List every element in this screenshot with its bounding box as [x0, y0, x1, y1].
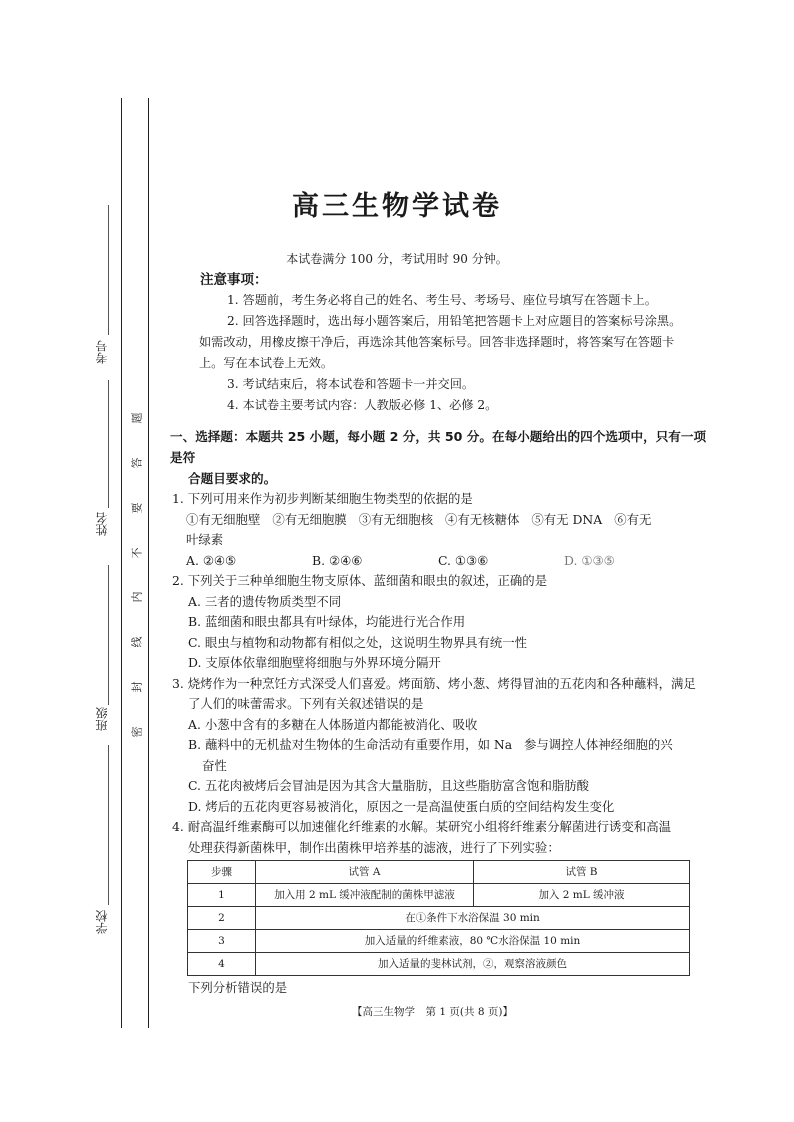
- question-3: [172, 674, 715, 818]
- choice-c: C. ①③⑥: [438, 552, 489, 568]
- class-label: 班级: [95, 707, 109, 731]
- experiment-steps-table: [187, 860, 690, 976]
- name-fill-line: [108, 380, 109, 508]
- notice-list: [199, 290, 689, 416]
- question-stem: 1. 下列可用来作为初步判断某细胞生物类型的依据的是: [172, 491, 473, 506]
- binding-line-inner: [148, 98, 149, 1028]
- question-items: [172, 510, 715, 531]
- seal-notice: [127, 410, 145, 740]
- tube-b-cell: 加入 2 mL 缓冲液: [474, 884, 690, 907]
- seal-char: 线: [130, 636, 143, 648]
- step-cell: 1: [188, 884, 256, 907]
- merged-cell: 加入适量的斐林试剂，②，观察溶液颜色: [256, 953, 690, 976]
- option-b: B. 蘸料中的无机盐对生物体的生命活动有重要作用，如 Na 参与调控人体神经细胞的兴: [188, 737, 673, 752]
- option-a: A. 三者的遗传物质类型不同: [188, 593, 342, 609]
- step-cell: 2: [188, 907, 256, 930]
- page-footer: 【高三生物学 第 1 页(共 8 页)】: [352, 1006, 513, 1018]
- section-heading-line: 一、选择题：本题共 25 小题，每小题 2 分，共 50 分。在每小题给出的四个选项中，只有一项是符: [170, 429, 707, 465]
- school-fill-line: [108, 745, 109, 905]
- name-label: 姓名: [95, 512, 109, 536]
- table-row: [188, 884, 690, 907]
- question-stem: 2. 下列关于三种单细胞生物支原体、蓝细菌和眼虫的叙述，正确的是: [172, 573, 548, 588]
- seal-char: 要: [130, 502, 143, 514]
- option-b: B. 蓝细菌和眼虫都具有叶绿体，均能进行光合作用: [188, 614, 466, 629]
- section-heading-line: 合题目要求的。: [188, 471, 277, 486]
- exam-number-fill-line: [108, 205, 109, 335]
- page-content: [170, 270, 715, 1020]
- section-heading: [170, 426, 715, 489]
- question-2: [172, 571, 715, 674]
- merged-cell: 在①条件下水浴保温 30 min: [256, 907, 690, 930]
- step-cell: 4: [188, 953, 256, 976]
- exam-number-label: 考号: [95, 340, 109, 364]
- choice-a: A. ②④⑤: [186, 552, 237, 568]
- seal-char: 答: [130, 457, 143, 469]
- choice-b: B. ②④⑥: [312, 552, 363, 568]
- question-stem: 3. 烧烤作为一种烹饪方式深受人们喜爱。烤面筋、烤小葱、烤得冒油的五花肉和各种蘸料，满足: [172, 675, 696, 691]
- question-1: [172, 489, 715, 571]
- answer-choices: [172, 551, 715, 572]
- item: ⑥有无: [614, 511, 652, 527]
- tube-a-cell: 加入用 2 mL 缓冲液配制的菌株甲滤液: [256, 884, 474, 907]
- option-d: D. 烤后的五花肉更容易被消化，原因之一是高温使蛋白质的空间结构发生变化: [188, 798, 615, 814]
- class-fill-line: [108, 565, 109, 705]
- choice-d: D. ①③⑤: [564, 552, 615, 568]
- question-stem: 4. 耐高温纤维素酶可以加速催化纤维素的水解。某研究小组将纤维素分解菌进行诱变和高温: [172, 819, 671, 834]
- exam-subtitle: 本试卷满分 100 分，考试用时 90 分钟。: [286, 252, 508, 266]
- step-cell: 3: [188, 930, 256, 953]
- notice-item: 4. 本试卷主要考试内容：人教版必修 1、必修 2。: [227, 398, 498, 412]
- notice-item: 3. 考试结束后，将本试卷和答题卡一并交回。: [227, 377, 475, 391]
- item-continuation: 叶绿素: [186, 532, 224, 547]
- table-row: [188, 930, 690, 953]
- school-label: 学校: [95, 910, 109, 934]
- merged-cell: 加入适量的纤维素液，80 ℃水浴保温 10 min: [256, 930, 690, 953]
- question-4: [172, 817, 715, 858]
- option-b-continuation: 奋性: [202, 757, 227, 773]
- notice-item: 1. 答题前，考生务必将自己的姓名、考生号、考场号、座位号填写在答题卡上。: [227, 293, 657, 307]
- header-cell: 试管 A: [256, 861, 474, 884]
- seal-char: 内: [130, 591, 143, 603]
- header-cell: 试管 B: [474, 861, 690, 884]
- seal-char: 不: [130, 547, 143, 559]
- seal-char: 题: [130, 412, 143, 424]
- seal-char: 密: [130, 726, 143, 738]
- header-cell: 步骤: [188, 861, 256, 884]
- exam-title: 高三生物学试卷: [292, 191, 502, 222]
- table-row: [188, 907, 690, 930]
- item: ③有无细胞核: [358, 511, 434, 527]
- table-row: [188, 953, 690, 976]
- question-stem-continuation: 了人们的味蕾需求。下列有关叙述错误的是: [188, 696, 424, 711]
- option-a: A. 小葱中含有的多糖在人体肠道内都能被消化、吸收: [188, 716, 478, 732]
- notice-item: 2. 回答选择题时，选出每小题答案后，用铅笔把答题卡上对应题目的答案标号涂黑。如需改动，用橡皮擦干净后，再选涂其他答案标号。回答非选择题时，将答案写在答题卡上。写在本试卷上无效。: [199, 314, 682, 370]
- item: ②有无细胞膜: [272, 511, 347, 527]
- question-4-prompt: 下列分析错误的是: [188, 980, 288, 995]
- item: ①有无细胞壁: [186, 511, 261, 527]
- item: ⑤有无 DNA: [531, 511, 603, 527]
- option-d: D. 支原体依靠细胞壁将细胞与外界环境分隔开: [188, 655, 441, 670]
- seal-char: 封: [130, 681, 143, 693]
- option-c: C. 眼虫与植物和动物都有相似之处，这说明生物界具有统一性: [188, 634, 528, 650]
- table-header-row: [188, 861, 690, 884]
- question-stem-continuation: 处理获得新菌株甲，制作出菌株甲培养基的滤液，进行了下列实验：: [188, 839, 560, 855]
- option-c: C. 五花肉被烤后会冒油是因为其含大量脂肪，且这些脂肪富含饱和脂肪酸: [188, 778, 590, 793]
- binding-line-outer: [121, 98, 122, 1028]
- notice-heading: 注意事项：: [200, 272, 268, 288]
- item: ④有无核糖体: [445, 511, 520, 527]
